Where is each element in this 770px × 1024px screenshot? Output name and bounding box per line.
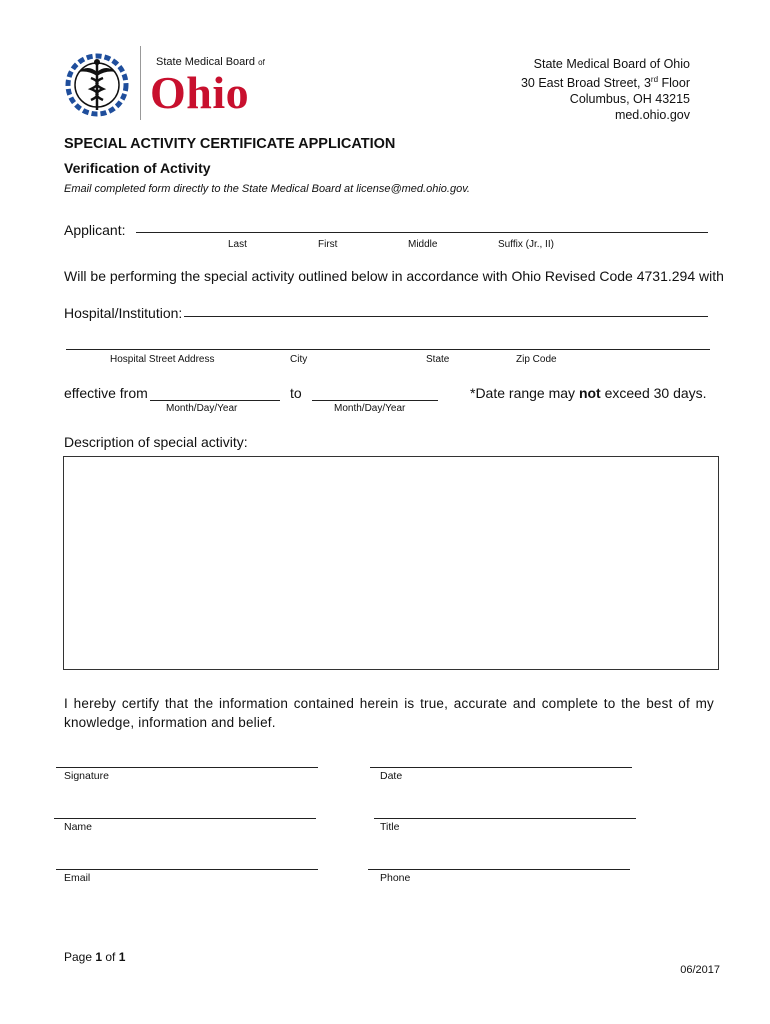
logo-board-text: State Medical Board of: [156, 56, 265, 68]
hospital-address-field[interactable]: [66, 349, 710, 350]
to-label: to: [290, 385, 302, 401]
name-caption: Name: [64, 821, 93, 833]
applicant-name-field[interactable]: [136, 232, 708, 233]
logo-ohio-word: Ohio: [150, 67, 250, 118]
signature-field[interactable]: [56, 767, 318, 768]
board-address: State Medical Board of Ohio 30 East Broad Street, 3rd Floor Columbus, OH 43215 med.ohio.gov: [520, 57, 690, 123]
phone-caption: Phone: [380, 872, 411, 884]
name-last-caption: Last: [228, 239, 247, 250]
applicant-label: Applicant:: [64, 222, 126, 238]
street-caption: Hospital Street Address: [110, 354, 215, 365]
email-field[interactable]: [56, 869, 318, 870]
email-caption: Email: [64, 872, 91, 884]
signature-caption: Signature: [64, 770, 109, 782]
date-range-note: *Date range may not exceed 30 days.: [470, 385, 707, 401]
form-instruction: Email completed form directly to the State Medical Board at license@med.ohio.gov.: [64, 183, 470, 195]
title-caption: Title: [380, 821, 400, 833]
end-date-caption: Month/Day/Year: [334, 403, 406, 414]
title-field[interactable]: [374, 818, 636, 819]
effective-from-label: effective from: [64, 385, 148, 401]
revision-date: 06/2017: [680, 964, 720, 976]
name-middle-caption: Middle: [408, 239, 438, 250]
description-textarea[interactable]: [63, 456, 719, 670]
form-subtitle: Verification of Activity: [64, 160, 211, 176]
end-date-field[interactable]: [312, 400, 438, 401]
activity-statement: Will be performing the special activity outlined below in accordance with Ohio Revised Code 4731.294 with: [64, 268, 724, 284]
zip-caption: Zip Code: [516, 354, 557, 365]
certification-statement: I hereby certify that the information contained herein is true, accurate and complete to the best of my knowledge, information and belief.: [64, 696, 714, 730]
date-field[interactable]: [370, 767, 632, 768]
name-field[interactable]: [54, 818, 316, 819]
hospital-name-field[interactable]: [184, 316, 708, 317]
name-first-caption: First: [318, 239, 338, 250]
logo-divider: [140, 46, 141, 120]
phone-field[interactable]: [368, 869, 630, 870]
name-suffix-caption: Suffix (Jr., II): [498, 239, 554, 250]
state-caption: State: [426, 354, 450, 365]
start-date-field[interactable]: [150, 400, 280, 401]
start-date-caption: Month/Day/Year: [166, 403, 238, 414]
caduceus-seal-icon: [64, 52, 130, 118]
page-number: Page 1 of 1: [64, 950, 126, 964]
date-caption: Date: [380, 770, 403, 782]
description-label: Description of special activity:: [64, 434, 248, 450]
form-title: SPECIAL ACTIVITY CERTIFICATE APPLICATION: [64, 136, 396, 152]
hospital-label: Hospital/Institution:: [64, 305, 183, 321]
city-caption: City: [290, 354, 308, 365]
